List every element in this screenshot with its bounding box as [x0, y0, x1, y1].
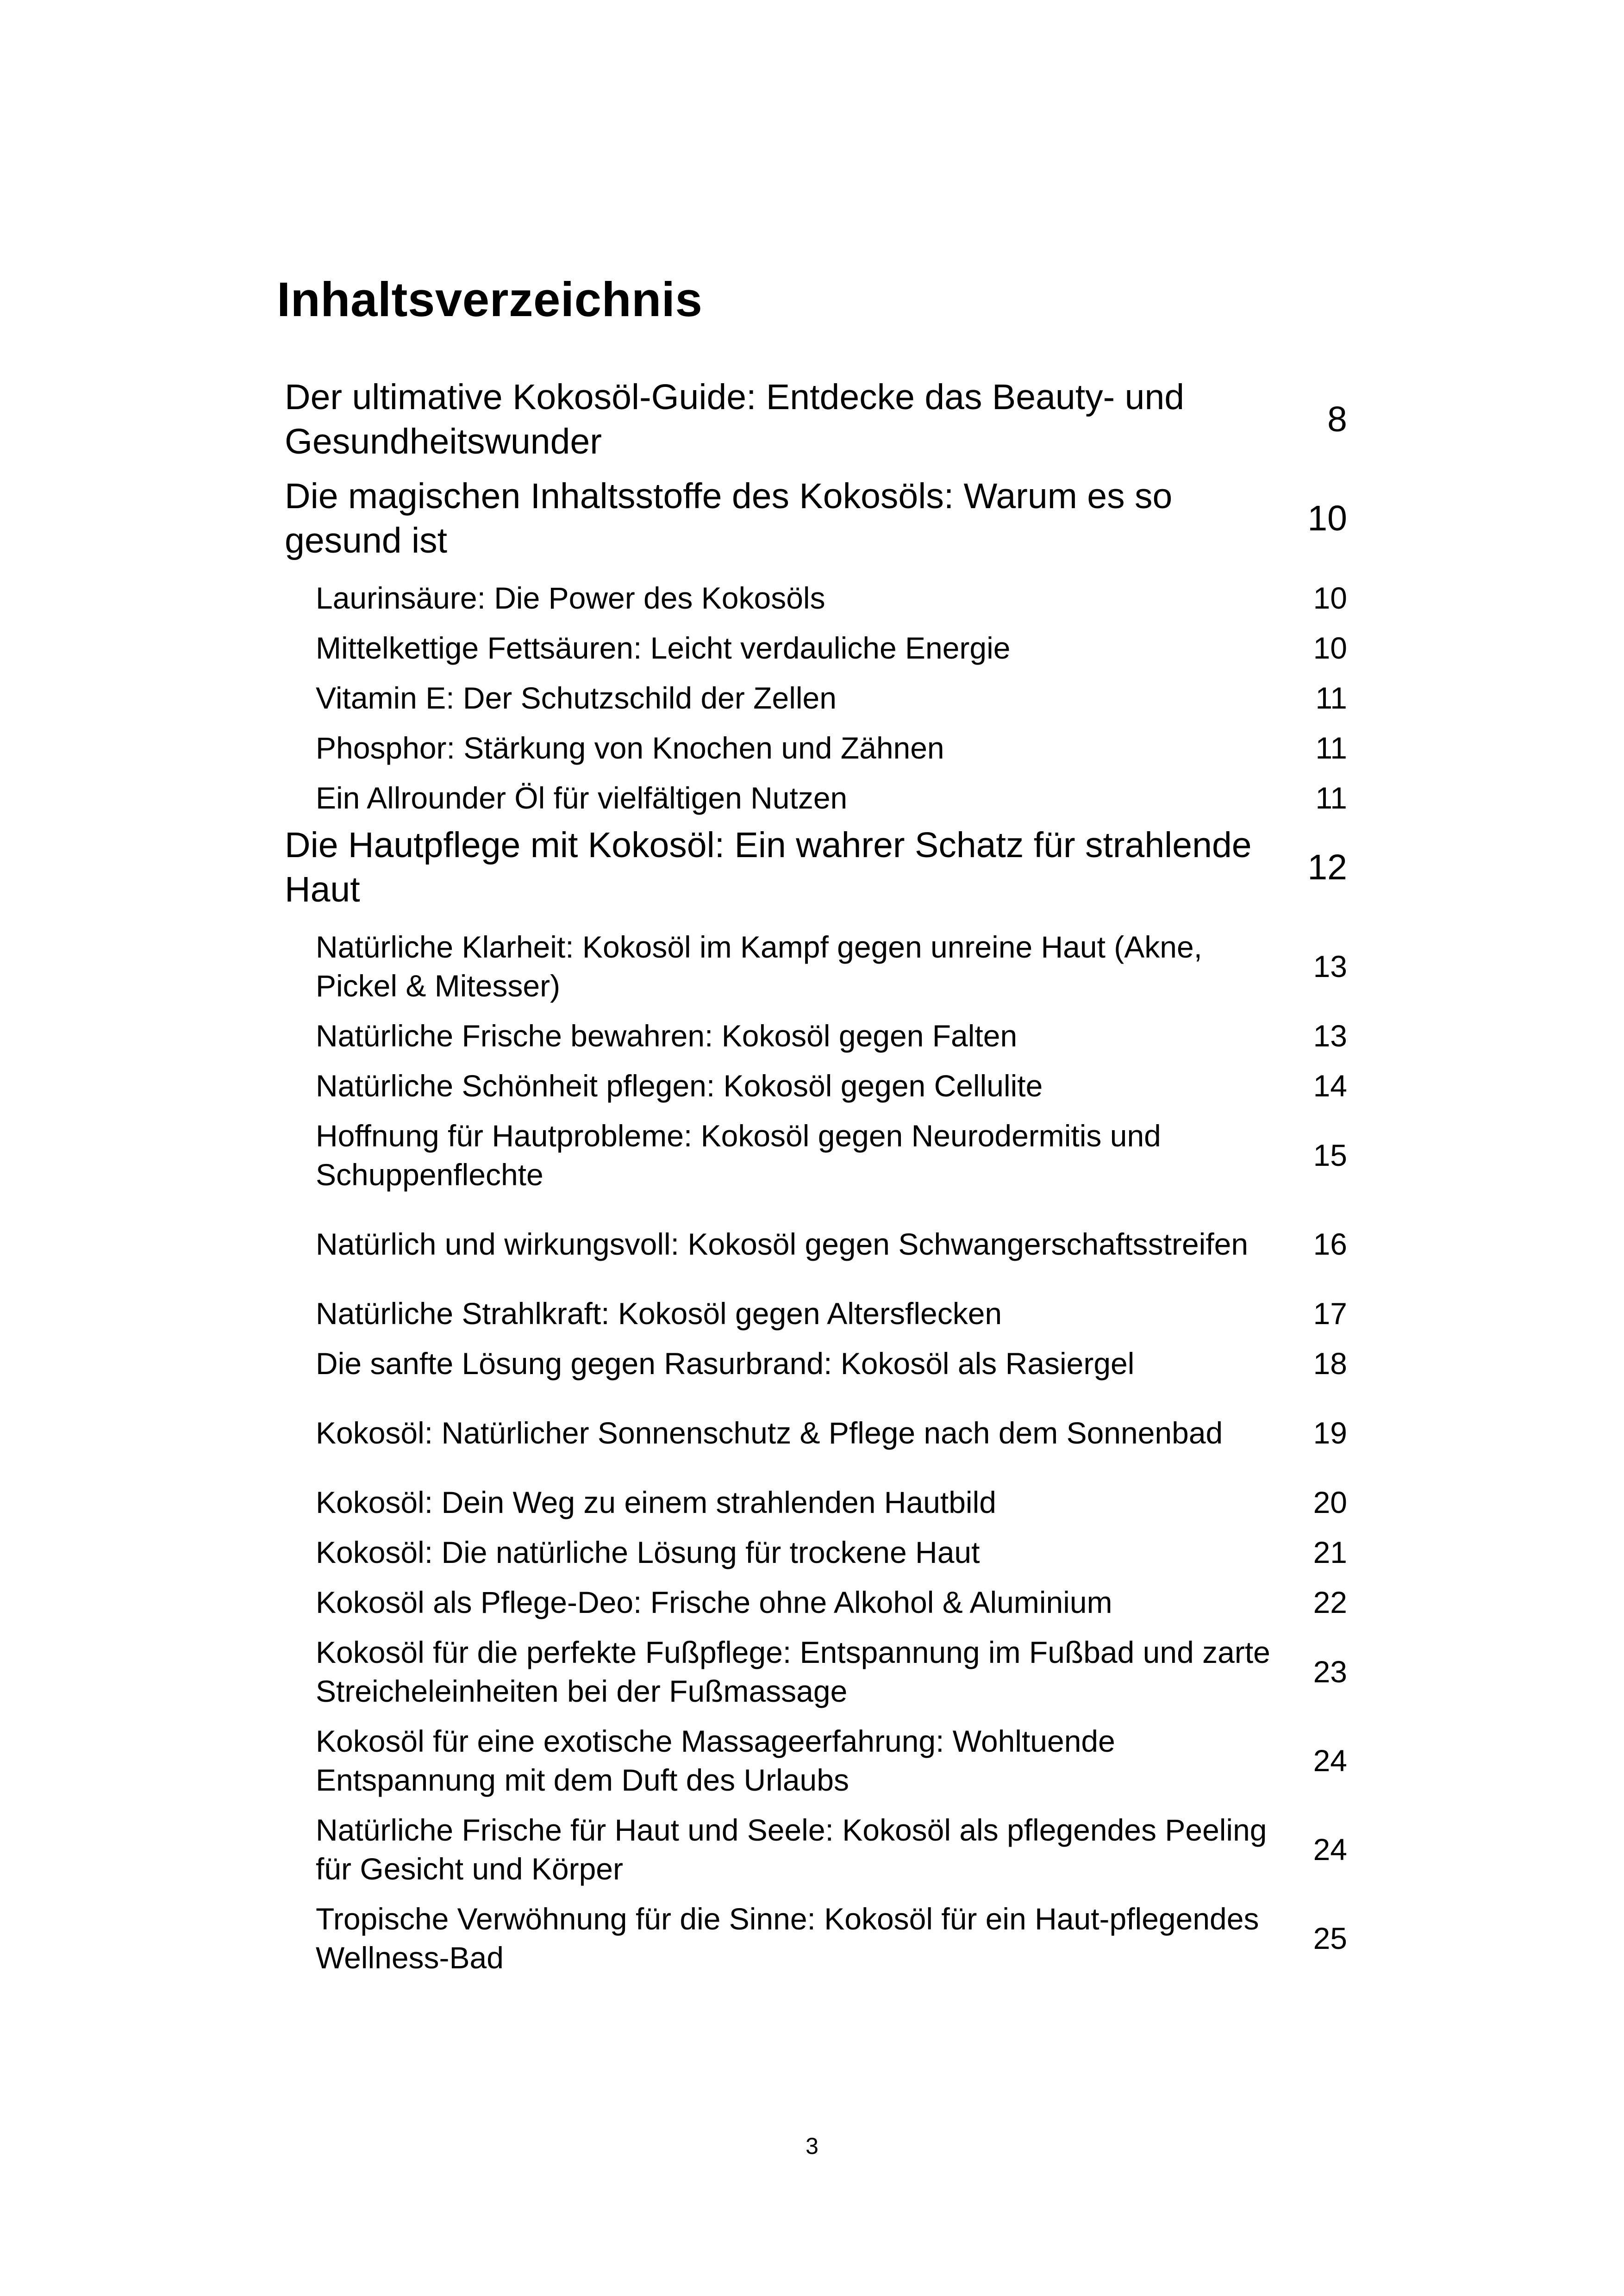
- toc-entry-title: Natürliche Frische für Haut und Seele: Kokosöl als pflegendes Peeling für Gesicht und Körper: [316, 1813, 1267, 1886]
- toc-entry: [285, 1111, 1347, 1200]
- toc-entry-page: 16: [1313, 1227, 1347, 1261]
- toc-entry-title: Der ultimative Kokosöl-Guide: Entdecke das Beauty- und Gesundheitswunder: [285, 377, 1185, 461]
- toc-entry-page: 10: [1313, 631, 1347, 665]
- toc-entry-title: Natürlich und wirkungsvoll: Kokosöl gegen Schwangerschaftsstreifen: [316, 1227, 1249, 1261]
- toc-entry-title: Natürliche Frische bewahren: Kokosöl gegen Falten: [316, 1019, 1018, 1053]
- toc-entry-page: 11: [1315, 781, 1347, 815]
- toc-entry-page: 11: [1315, 681, 1347, 715]
- toc-entry: [285, 474, 1347, 563]
- toc-entry: [285, 573, 1347, 623]
- toc-entry-page: 18: [1313, 1346, 1347, 1381]
- toc-entry: [285, 1627, 1347, 1716]
- toc-entry: [285, 1061, 1347, 1111]
- toc-entry-title: Laurinsäure: Die Power des Kokosöls: [316, 581, 825, 615]
- toc-entry-title: Tropische Verwöhnung für die Sinne: Kokosöl für ein Haut-pflegendes Wellness-Bad: [316, 1902, 1259, 1975]
- toc-entry-title: Phosphor: Stärkung von Knochen und Zähnen: [316, 731, 944, 765]
- toc-entry-page: 17: [1313, 1296, 1347, 1331]
- toc-entry-title: Die magischen Inhaltsstoffe des Kokosöls: Warum es so gesund ist: [285, 476, 1173, 560]
- toc-entry-page: 13: [1313, 949, 1347, 983]
- toc-entry-title: Mittelkettige Fettsäuren: Leicht verdauliche Energie: [316, 631, 1011, 665]
- toc-entry: [285, 1477, 1347, 1527]
- toc-entry: [285, 823, 1347, 912]
- toc-entry: [285, 1716, 1347, 1805]
- toc-entry-page: 13: [1313, 1019, 1347, 1053]
- toc-entry: [285, 723, 1347, 773]
- toc-entry: [285, 1577, 1347, 1627]
- toc-entry-title: Natürliche Strahlkraft: Kokosöl gegen Altersflecken: [316, 1296, 1002, 1331]
- toc-entry-page: 24: [1313, 1832, 1347, 1867]
- table-of-contents: [285, 375, 1347, 1983]
- toc-entry-page: 8: [1327, 399, 1347, 439]
- toc-entry-page: 10: [1313, 581, 1347, 615]
- toc-entry: [285, 922, 1347, 1011]
- toc-entry-page: 21: [1313, 1535, 1347, 1569]
- toc-entry: [285, 1011, 1347, 1061]
- toc-entry-title: Vitamin E: Der Schutzschild der Zellen: [316, 681, 837, 715]
- toc-entry-title: Kokosöl als Pflege-Deo: Frische ohne Alkohol & Aluminium: [316, 1585, 1112, 1619]
- toc-entry-title: Ein Allrounder Öl für vielfältigen Nutzen: [316, 781, 848, 815]
- toc-entry: [285, 1388, 1347, 1477]
- toc-entry-title: Kokosöl: Dein Weg zu einem strahlenden Hautbild: [316, 1485, 996, 1519]
- toc-entry-title: Kokosöl für eine exotische Massageerfahrung: Wohltuende Entspannung mit dem Duft des Urlaubs: [316, 1724, 1115, 1797]
- toc-entry: [285, 673, 1347, 723]
- toc-entry-page: 15: [1313, 1138, 1347, 1172]
- toc-entry-page: 25: [1313, 1921, 1347, 1955]
- page-number: 3: [806, 2133, 818, 2159]
- toc-entry: [285, 1288, 1347, 1338]
- toc-entry: [285, 1338, 1347, 1388]
- toc-entry-title: Kokosöl: Die natürliche Lösung für trockene Haut: [316, 1535, 980, 1569]
- toc-entry: [285, 1527, 1347, 1577]
- toc-entry-page: 14: [1313, 1069, 1347, 1103]
- toc-heading: Inhaltsverzeichnis: [277, 273, 703, 327]
- toc-entry: [285, 375, 1347, 464]
- toc-entry-title: Die sanfte Lösung gegen Rasurbrand: Kokosöl als Rasiergel: [316, 1346, 1135, 1381]
- toc-entry-title: Kokosöl: Natürlicher Sonnenschutz & Pflege nach dem Sonnenbad: [316, 1416, 1223, 1450]
- toc-entry: [285, 1805, 1347, 1894]
- toc-entry-title: Hoffnung für Hautprobleme: Kokosöl gegen Neurodermitis und Schuppenflechte: [316, 1119, 1161, 1192]
- toc-entry-page: 10: [1307, 498, 1347, 538]
- toc-entry-title: Die Hautpflege mit Kokosöl: Ein wahrer Schatz für strahlende Haut: [285, 825, 1252, 909]
- toc-entry-page: 19: [1313, 1416, 1347, 1450]
- toc-entry-page: 22: [1313, 1585, 1347, 1619]
- toc-entry-page: 12: [1307, 847, 1347, 887]
- toc-entry-page: 23: [1313, 1655, 1347, 1689]
- toc-entry: [285, 623, 1347, 673]
- toc-entry-title: Kokosöl für die perfekte Fußpflege: Entspannung im Fußbad und zarte Streicheleinheiten bei der Fußmassage: [316, 1635, 1270, 1708]
- toc-entry-page: 11: [1315, 731, 1347, 765]
- toc-entry: [285, 1200, 1347, 1288]
- toc-entry-title: Natürliche Klarheit: Kokosöl im Kampf gegen unreine Haut (Akne, Pickel & Mitesser): [316, 930, 1202, 1003]
- toc-entry-page: 24: [1313, 1743, 1347, 1778]
- toc-entry-title: Natürliche Schönheit pflegen: Kokosöl gegen Cellulite: [316, 1069, 1043, 1103]
- toc-entry: [285, 773, 1347, 823]
- toc-entry-page: 20: [1313, 1485, 1347, 1519]
- toc-entry: [285, 1894, 1347, 1983]
